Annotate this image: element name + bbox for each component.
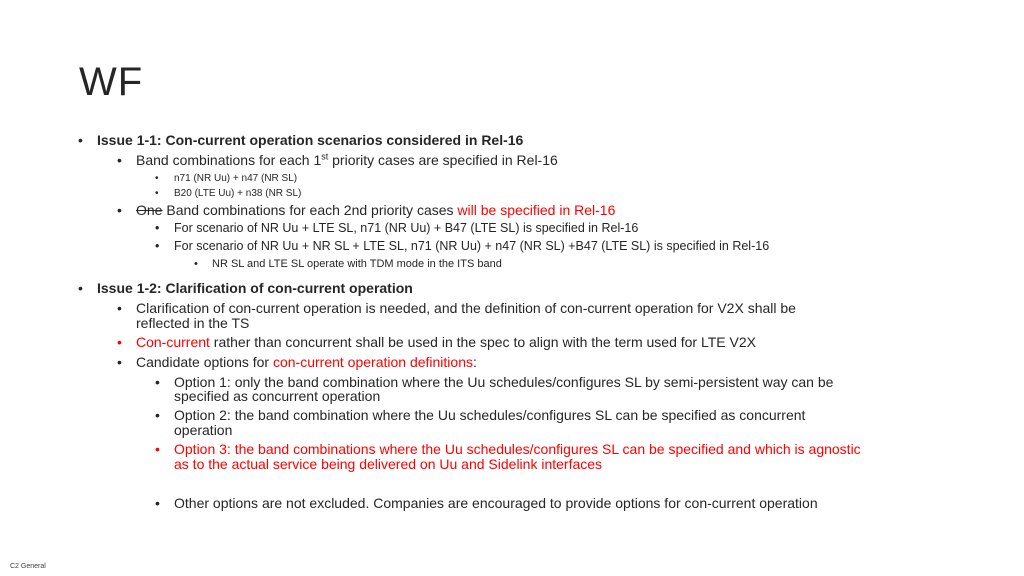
classification-footer: C2 General — [10, 563, 46, 570]
scenario-1: For scenario of NR Uu + LTE SL, n71 (NR Uu) + B47 (LTE SL) is specified in Rel-16 — [174, 221, 639, 235]
band-combo-first-priority — [136, 152, 558, 168]
option-2-line-1: Option 2: the band combination where the Uu schedules/configures SL can be specified as concurrent — [174, 407, 806, 423]
issue1-heading: Issue 1-1: Con-current operation scenarios considered in Rel-16 — [97, 132, 524, 148]
combo-item-1: n71 (NR Uu) + n47 (NR SL) — [174, 173, 298, 184]
band1-superscript: st — [321, 151, 329, 162]
other-options-line: Other options are not excluded. Companies are encouraged to provide options for con-current operation — [174, 495, 818, 511]
clarification-line-2: reflected in the TS — [136, 315, 250, 331]
bullet-marker: • — [117, 202, 122, 218]
candidate-options-line — [136, 354, 477, 370]
clarification-line-1: Clarification of con-current operation is needed, and the definition of con-current operation for V2X shall be — [136, 300, 796, 316]
bullet-marker: • — [155, 188, 159, 199]
bullet-marker: • — [155, 374, 160, 390]
bullet-marker: • — [78, 280, 83, 296]
bullet-marker: • — [194, 258, 198, 270]
band2-red-text: will be specified in Rel-16 — [457, 202, 616, 218]
bullet-marker: • — [117, 354, 122, 370]
bullet-marker: • — [117, 300, 122, 316]
option-1-line-1: Option 1: only the band combination where the Uu schedules/configures SL by semi-persistent way can be — [174, 374, 834, 390]
bullet-marker-red: • — [155, 441, 160, 457]
bullet-marker: • — [155, 495, 160, 511]
issue2-heading: Issue 1-2: Clarification of con-current operation — [97, 280, 413, 296]
candidate-red: con-current operation definitions — [272, 354, 473, 370]
bullet-marker: • — [155, 239, 160, 253]
concurrent-rest: rather than concurrent shall be used in the spec to align with the term used for LTE V2X — [209, 334, 756, 350]
combo-item-2: B20 (LTE Uu) + n38 (NR SL) — [174, 188, 302, 199]
bullet-marker: • — [155, 173, 159, 184]
candidate-post: : — [473, 354, 477, 370]
bullet-marker: • — [117, 152, 122, 168]
bullet-marker: • — [78, 132, 83, 148]
band1-text-pre: Band combinations for each 1 — [136, 152, 322, 168]
band-combo-second-priority — [136, 202, 615, 218]
band1-text-post: priority cases are specified in Rel-16 — [328, 152, 558, 168]
band2-text: Band combinations for each 2nd priority cases — [162, 202, 458, 218]
bullet-marker-red: • — [117, 334, 122, 350]
slide-title: WF — [79, 60, 144, 104]
candidate-pre: Candidate options for — [136, 354, 273, 370]
option-1-line-2: specified as concurrent operation — [174, 388, 381, 404]
option-3-line-1: Option 3: the band combinations where the Uu schedules/configures SL can be specified and which is agnostic — [174, 441, 861, 457]
concurrent-red-term: Con-current — [136, 334, 210, 350]
concurrent-term-line — [136, 334, 756, 350]
bullet-marker: • — [155, 407, 160, 423]
scenario-2-sub: NR SL and LTE SL operate with TDM mode in the ITS band — [212, 258, 502, 270]
option-3-line-2: as to the actual service being delivered on Uu and Sidelink interfaces — [174, 456, 603, 472]
bullet-marker: • — [155, 221, 160, 235]
scenario-2: For scenario of NR Uu + NR SL + LTE SL, n71 (NR Uu) + n47 (NR SL) +B47 (LTE SL) is specified in Rel-16 — [174, 239, 770, 253]
option-2-line-2: operation — [174, 422, 233, 438]
struck-word: One — [136, 202, 163, 218]
